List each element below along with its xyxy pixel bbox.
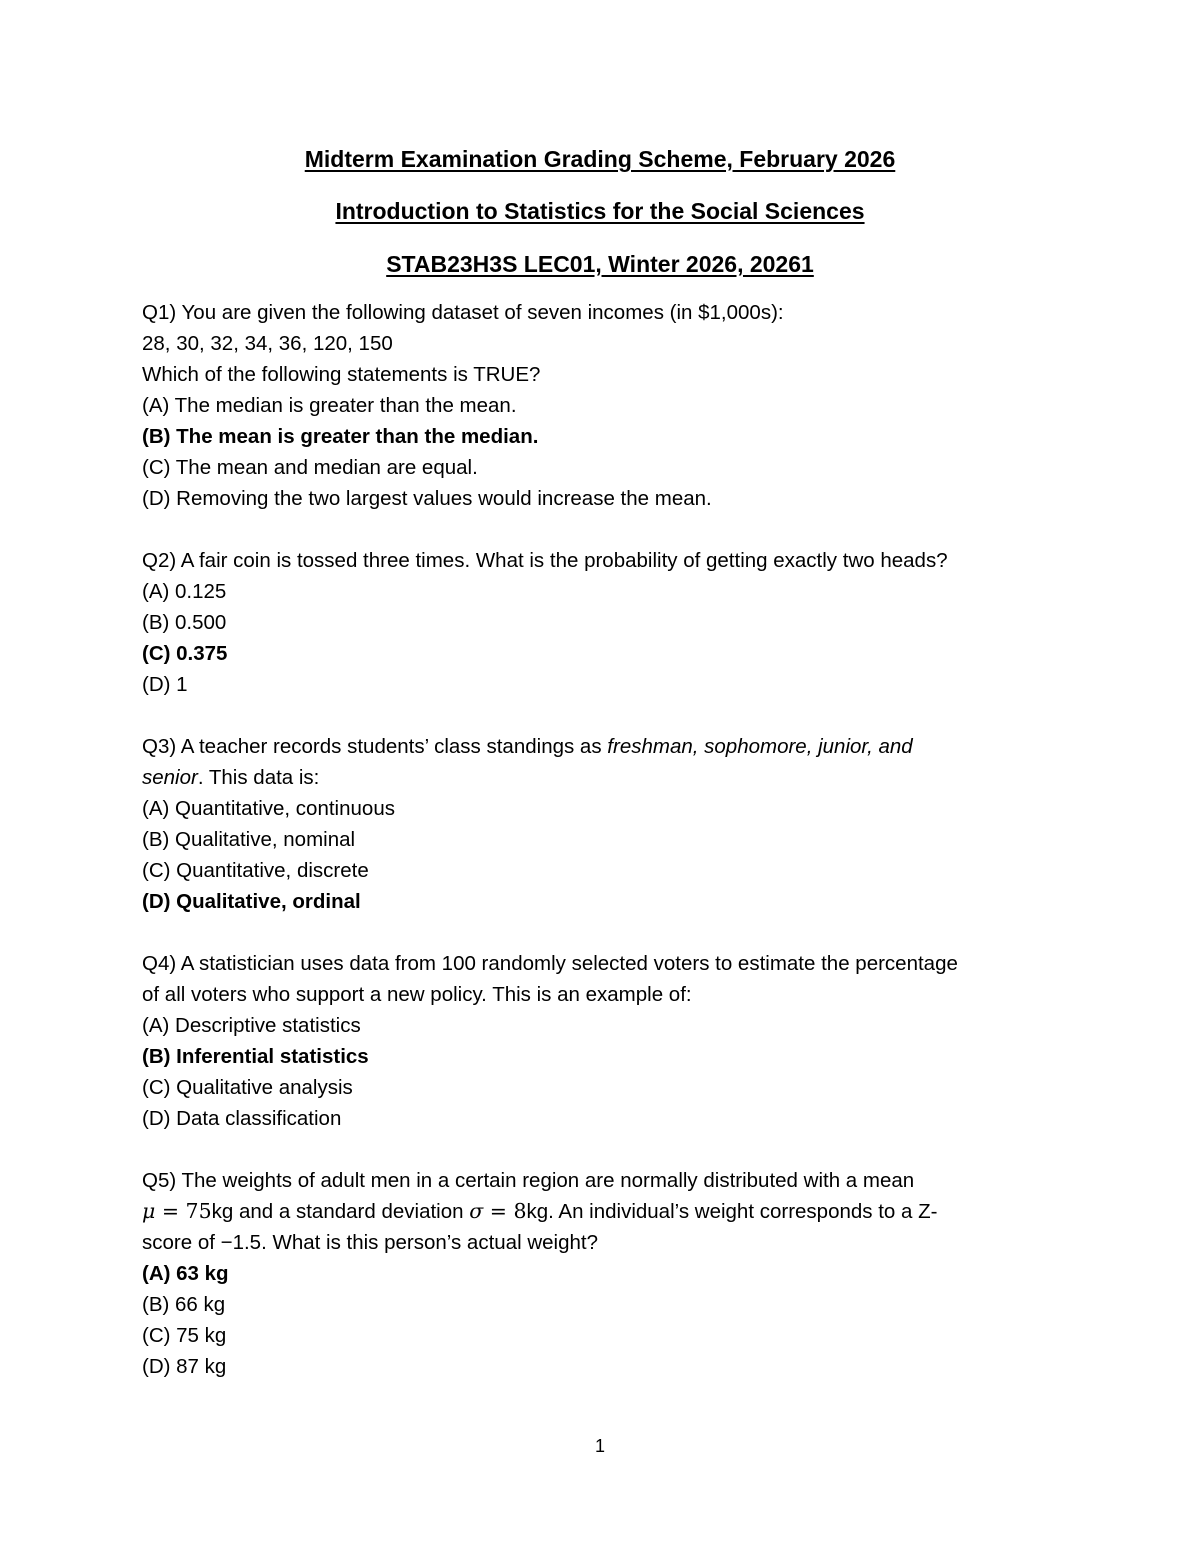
q4-stem-line2: of all voters who support a new policy. This is an example of: xyxy=(142,983,692,1006)
q4-option-b-correct: (B) Inferential statistics xyxy=(142,1045,369,1068)
q4-option-a: (A) Descriptive statistics xyxy=(142,1014,361,1037)
q1-dataset: 28, 30, 32, 34, 36, 120, 150 xyxy=(142,332,393,355)
sigma-equals: = xyxy=(483,1199,514,1223)
q2-stem: Q2) A fair coin is tossed three times. What is the probability of getting exactly two heads? xyxy=(142,549,948,572)
q3-option-c: (C) Quantitative, discrete xyxy=(142,859,369,882)
course-code: STAB23H3S LEC01, Winter 2026, 20261 xyxy=(386,251,814,277)
q1-option-c: (C) The mean and median are equal. xyxy=(142,456,478,479)
q1-stem-line3: Which of the following statements is TRUE? xyxy=(142,363,541,386)
q5-stem-line3: score of −1.5. What is this person’s actual weight? xyxy=(142,1231,598,1254)
sigma-text: kg. An individual’s weight corresponds to a Z- xyxy=(526,1200,938,1223)
q3-stem-line2 xyxy=(142,762,1072,793)
q4-stem-line1: Q4) A statistician uses data from 100 randomly selected voters to estimate the percentage xyxy=(142,952,958,975)
q2-option-a: (A) 0.125 xyxy=(142,580,227,603)
page-number: 1 xyxy=(594,1436,605,1456)
sigma-symbol: σ xyxy=(469,1199,484,1223)
q1-option-a: (A) The median is greater than the mean. xyxy=(142,394,517,417)
q3-stem-line1 xyxy=(142,731,1072,762)
course-title: Introduction to Statistics for the Social Sciences xyxy=(335,198,865,224)
mu-text: kg and a standard deviation xyxy=(211,1200,470,1223)
q5-stem-line2 xyxy=(142,1196,1072,1227)
q3-stem-prefix: Q3) A teacher records students’ class standings as xyxy=(142,735,608,758)
q3-option-a: (A) Quantitative, continuous xyxy=(142,797,395,820)
mu-symbol: μ xyxy=(142,1199,156,1223)
q2-option-c-correct: (C) 0.375 xyxy=(142,642,228,665)
sigma-value: 8 xyxy=(513,1199,527,1223)
q2-option-d: (D) 1 xyxy=(142,673,188,696)
exam-title: Midterm Examination Grading Scheme, February 2026 xyxy=(304,146,896,172)
mu-equals: = xyxy=(155,1199,186,1223)
q3-option-d-correct: (D) Qualitative, ordinal xyxy=(142,890,361,913)
q4-option-c: (C) Qualitative analysis xyxy=(142,1076,353,1099)
q4-option-d: (D) Data classification xyxy=(142,1107,342,1130)
q5-option-b: (B) 66 kg xyxy=(142,1293,226,1316)
q3-stem-italic-2: senior xyxy=(142,766,198,789)
q1-option-d: (D) Removing the two largest values would increase the mean. xyxy=(142,487,712,510)
q5-option-d: (D) 87 kg xyxy=(142,1355,227,1378)
q3-stem-suffix: . This data is: xyxy=(197,766,320,789)
q3-option-b: (B) Qualitative, nominal xyxy=(142,828,356,851)
q5-stem-line1: Q5) The weights of adult men in a certain region are normally distributed with a mean xyxy=(142,1169,915,1192)
q3-stem-italic: freshman, sophomore, junior, and xyxy=(607,735,913,758)
q1-option-b-correct: (B) The mean is greater than the median. xyxy=(142,425,539,448)
mu-value: 75 xyxy=(185,1199,212,1223)
q2-option-b: (B) 0.500 xyxy=(142,611,227,634)
q1-stem-line1: Q1) You are given the following dataset of seven incomes (in $1,000s): xyxy=(142,301,784,324)
q5-option-c: (C) 75 kg xyxy=(142,1324,227,1347)
q5-option-a-correct: (A) 63 kg xyxy=(142,1262,229,1285)
